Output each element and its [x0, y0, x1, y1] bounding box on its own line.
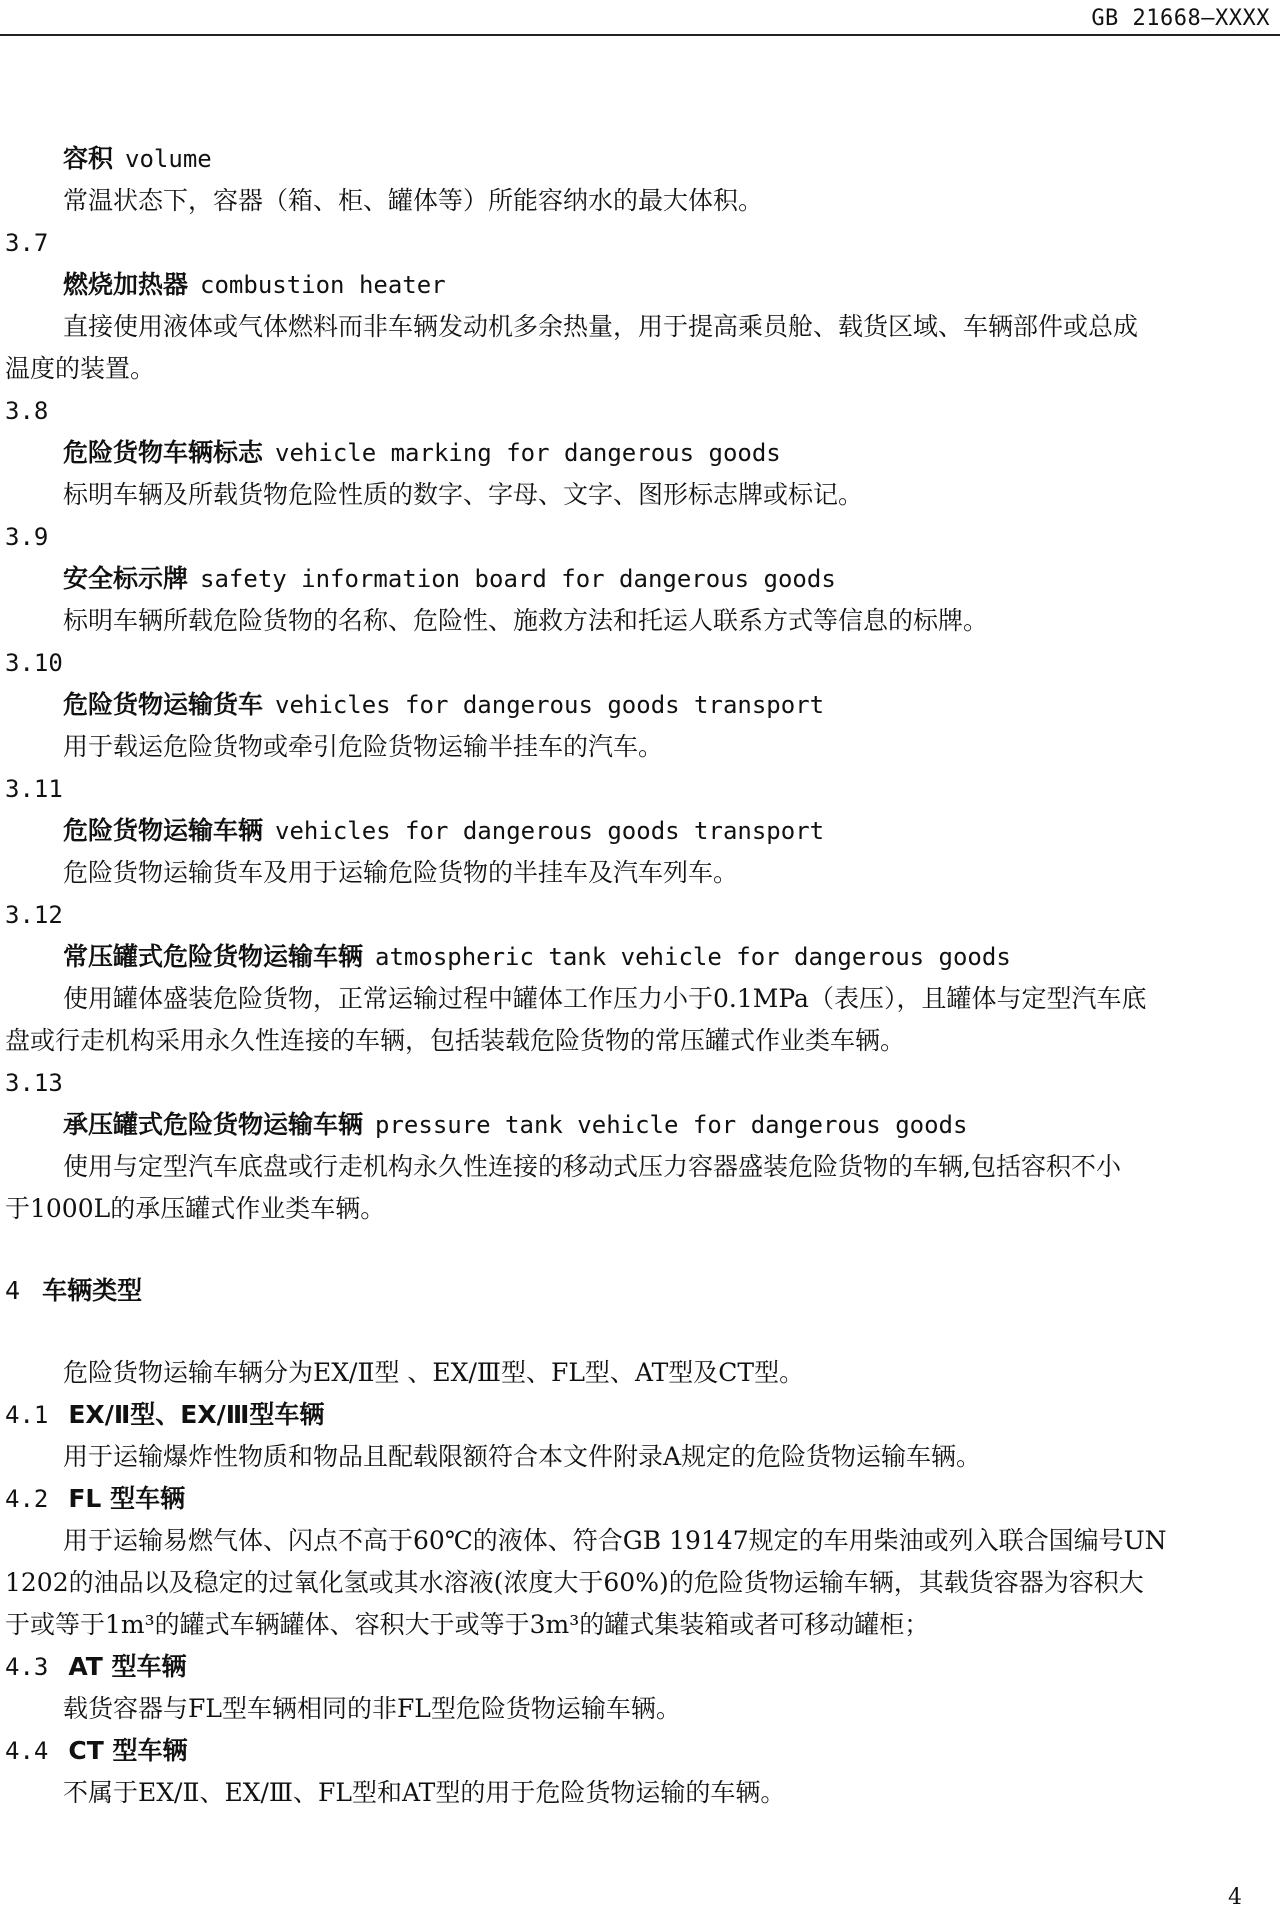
term-en: volume [125, 145, 212, 173]
subsection-heading [5, 1394, 1270, 1436]
clause-number: 3.8 [5, 397, 49, 425]
term-definition: 标明车辆所载危险货物的名称、危险性、施救方法和托运人联系方式等信息的标牌。 [63, 606, 989, 635]
page-number: 4 [1228, 1885, 1242, 1910]
term-en: vehicles for dangerous goods transport [275, 691, 825, 719]
clause-number: 3.7 [5, 229, 49, 257]
term-zh: 安全标示牌 [63, 564, 189, 593]
spacer [5, 1312, 1270, 1352]
clause-number: 3.9 [5, 523, 49, 551]
document-body [5, 138, 1270, 1814]
term-zh: 危险货物运输车辆 [63, 816, 264, 845]
term-heading [5, 810, 1270, 852]
term-en: safety information board for dangerous goods [200, 565, 836, 593]
section-intro: 危险货物运输车辆分为EX/Ⅱ型 、EX/Ⅲ型、FL型、AT型及CT型。 [63, 1358, 805, 1387]
term-heading [5, 432, 1270, 474]
clause-number: 3.13 [5, 1069, 63, 1097]
spacer [5, 1230, 1270, 1270]
term-zh: 危险货物运输货车 [63, 690, 264, 719]
term-definition: 用于载运危险货物或牵引危险货物运输半挂车的汽车。 [63, 732, 664, 761]
subsection-number: 4.4 [5, 1737, 49, 1765]
term-definition: 常温状态下，容器（箱、柜、罐体等）所能容纳水的最大体积。 [63, 186, 764, 215]
term-en: pressure tank vehicle for dangerous goods [375, 1111, 968, 1139]
subsection-number: 4.2 [5, 1485, 49, 1513]
term-heading [5, 264, 1270, 306]
subsection-text-cont: 于或等于1m³的罐式车辆罐体、容积大于或等于3m³的罐式集装箱或者可移动罐柜； [5, 1610, 930, 1639]
subsection-text: 用于运输爆炸性物质和物品且配载限额符合本文件附录A规定的危险货物运输车辆。 [63, 1442, 982, 1471]
term-definition-cont: 温度的装置。 [5, 354, 156, 383]
section-number: 4 [5, 1276, 21, 1305]
term-definition: 危险货物运输货车及用于运输危险货物的半挂车及汽车列车。 [63, 858, 739, 887]
subsection-heading [5, 1478, 1270, 1520]
subsection-title: EX/Ⅱ型、EX/Ⅲ型车辆 [68, 1400, 325, 1429]
term-zh: 常压罐式危险货物运输车辆 [63, 942, 364, 971]
section-title: 车辆类型 [42, 1276, 143, 1305]
term-en: atmospheric tank vehicle for dangerous goods [375, 943, 1011, 971]
header-rule [0, 34, 1280, 36]
section-heading [5, 1270, 1270, 1312]
term-en: vehicles for dangerous goods transport [275, 817, 825, 845]
subsection-text-cont: 1202的油品以及稳定的过氧化氢或其水溶液(浓度大于60%)的危险货物运输车辆，其载货容器为容积大 [5, 1568, 1144, 1597]
clause-number: 3.10 [5, 649, 63, 677]
subsection-number: 4.1 [5, 1401, 49, 1429]
subsection-text: 不属于EX/Ⅱ、EX/Ⅲ、FL型和AT型的用于危险货物运输的车辆。 [63, 1778, 786, 1807]
term-heading [5, 1104, 1270, 1146]
document-code: GB 21668—XXXX [1091, 6, 1270, 31]
term-heading [5, 138, 1270, 180]
term-definition: 使用罐体盛装危险货物，正常运输过程中罐体工作压力小于0.1MPa（表压），且罐体与定型汽车底 [63, 984, 1147, 1013]
term-definition: 标明车辆及所载货物危险性质的数字、字母、文字、图形标志牌或标记。 [63, 480, 864, 509]
term-definition: 使用与定型汽车底盘或行走机构永久性连接的移动式压力容器盛装危险货物的车辆,包括容积不小 [63, 1152, 1121, 1181]
term-zh: 危险货物车辆标志 [63, 438, 264, 467]
term-heading [5, 936, 1270, 978]
term-zh: 燃烧加热器 [63, 270, 189, 299]
term-definition: 直接使用液体或气体燃料而非车辆发动机多余热量，用于提高乘员舱、载货区域、车辆部件或总成 [63, 312, 1139, 341]
subsection-title: AT 型车辆 [68, 1652, 187, 1681]
subsection-heading [5, 1730, 1270, 1772]
subsection-title: CT 型车辆 [68, 1736, 188, 1765]
term-en: vehicle marking for dangerous goods [275, 439, 781, 467]
subsection-heading [5, 1646, 1270, 1688]
term-heading [5, 684, 1270, 726]
term-definition-cont: 于1000L的承压罐式作业类车辆。 [5, 1194, 386, 1223]
term-definition-cont: 盘或行走机构采用永久性连接的车辆，包括装载危险货物的常压罐式作业类车辆。 [5, 1026, 906, 1055]
subsection-text: 用于运输易燃气体、闪点不高于60℃的液体、符合GB 19147规定的车用柴油或列入联合国编号UN [63, 1526, 1167, 1555]
clause-number: 3.12 [5, 901, 63, 929]
subsection-title: FL 型车辆 [68, 1484, 186, 1513]
subsection-text: 载货容器与FL型车辆相同的非FL型危险货物运输车辆。 [63, 1694, 681, 1723]
term-zh: 承压罐式危险货物运输车辆 [63, 1110, 364, 1139]
term-heading [5, 558, 1270, 600]
term-en: combustion heater [200, 271, 446, 299]
clause-number: 3.11 [5, 775, 63, 803]
subsection-number: 4.3 [5, 1653, 49, 1681]
term-zh: 容积 [63, 144, 114, 173]
